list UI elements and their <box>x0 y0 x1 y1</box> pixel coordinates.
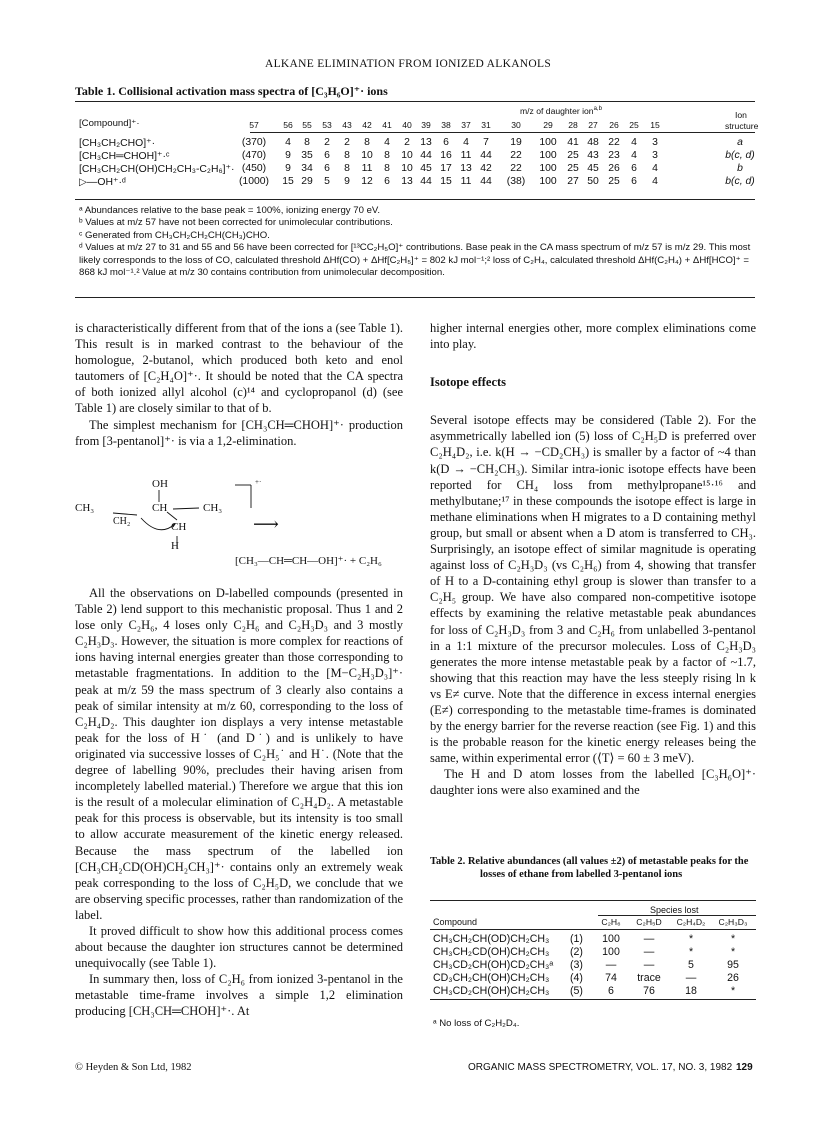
table1-cell: 2 <box>404 137 410 148</box>
table2-cell: 18 <box>685 985 697 997</box>
table1-cell: 25 <box>608 176 620 187</box>
table1-compound-header: [Compound]⁺· <box>79 118 140 129</box>
table2-compound-number: (5) <box>570 985 583 997</box>
table1-cell: 11 <box>460 176 472 187</box>
scheme-ch3-left: CH₃ <box>75 502 95 514</box>
left-paragraph-1: is characteristically different from that of the ions a (see Table 1). This result is in marked contrast to the behaviour of the homologue, 2-butanol, which produced both keto and enol tautomers of [C₂H₄O]⁺·. It should be noted that the CA spectra of both ionized allyl alcohol (c)¹⁴ and cyclopropanol (d) (see Table 1) are closely similar to that of b. <box>75 321 403 416</box>
isotope-effects-heading: Isotope effects <box>430 375 507 390</box>
table1-cell: 25 <box>567 163 579 174</box>
table1-bottom-rule <box>75 199 755 200</box>
table1-cell: 6 <box>324 150 330 161</box>
scheme-ch-b: CH <box>171 521 187 533</box>
table1-cell: 41 <box>567 137 579 148</box>
scheme-ch2: CH₂ <box>113 516 131 527</box>
table1-cell: 13 <box>460 163 472 174</box>
left-paragraph-4: It proved difficult to show how this additional process comes about because the daughter ion structures cannot be determined unequivocally (see Table 1). <box>75 923 403 971</box>
table1-mz-header-cell: 56 <box>283 120 293 130</box>
table1-mz-header-cell: 41 <box>382 120 392 130</box>
table1-cell: 44 <box>420 150 432 161</box>
footer-copyright: © Heyden & Son Ltd, 1982 <box>75 1062 192 1073</box>
table1-header-rule <box>250 132 755 133</box>
right-column <box>430 320 756 799</box>
table1-cell: 7 <box>483 137 489 148</box>
table1-cell: 13 <box>420 137 432 148</box>
table1-footnotes <box>79 205 755 279</box>
table2-compound-number: (4) <box>570 972 583 984</box>
table2-cell: 100 <box>602 933 620 945</box>
table1-footnote-rule <box>75 297 755 298</box>
table1-cell: 11 <box>361 163 373 174</box>
table1-cell: 4 <box>652 163 658 174</box>
table2-cell: * <box>730 985 736 997</box>
scheme-arrow: ⟶ <box>253 514 279 534</box>
table1-cell: 2 <box>344 137 350 148</box>
table2-compound: CH₃CD₂CH(OH)CD₂CH₃ᵃ <box>433 959 554 971</box>
table2-cell: * <box>730 933 736 945</box>
table1-cell: 4 <box>631 137 637 148</box>
table1-cell: 26 <box>608 163 620 174</box>
table1-cell: 44 <box>480 150 492 161</box>
table1-mz-header-cell: 37 <box>461 120 471 130</box>
table2-cell: 95 <box>727 959 739 971</box>
table1-cell: 8 <box>344 150 350 161</box>
table1-cell: 8 <box>344 163 350 174</box>
table1-compound: [CH₃CH═CHOH]⁺·ᶜ <box>79 151 170 162</box>
table1-cell: 4 <box>652 176 658 187</box>
scheme-ch3-right: CH₃ <box>203 502 223 514</box>
table1-cell: 6 <box>324 163 330 174</box>
table2-cell: * <box>730 946 736 958</box>
footer-page-number: 129 <box>736 1062 753 1073</box>
table2-cell: * <box>688 933 694 945</box>
table1-cell: 45 <box>420 163 432 174</box>
table1-cell: 5 <box>324 176 330 187</box>
table1-cell: 4 <box>285 137 291 148</box>
table1-cell: 16 <box>440 150 452 161</box>
table1-ion-structure: b(c, d) <box>725 150 755 161</box>
table1-cell: 10 <box>401 150 413 161</box>
table1-cell: 25 <box>567 150 579 161</box>
table1-cell: 6 <box>443 137 449 148</box>
running-head: ALKANE ELIMINATION FROM IONIZED ALKANOLS <box>264 58 552 70</box>
table2-caption: Table 2. Relative abundances (all values ±2) of metastable peaks for the losses of ethane from labelled 3-pentanol ions <box>430 856 749 880</box>
table1-cell: (1000) <box>238 176 270 187</box>
table1-cell: 22 <box>510 150 522 161</box>
table1-cell: (370) <box>241 137 267 148</box>
table1-cell: 9 <box>285 150 291 161</box>
table1-cell: 100 <box>539 137 557 148</box>
table2-cell: 76 <box>643 985 655 997</box>
scheme-ch: CH <box>152 502 168 514</box>
left-paragraph-2: The simplest mechanism for [CH₃CH═CHOH]⁺· production from [3-pentanol]⁺· is via a 1,2-elimination. <box>75 417 403 448</box>
table2-top-rule <box>430 900 756 901</box>
table1-mz-header-cell: 39 <box>421 120 431 130</box>
table2-compound: CD₃CH₂CH(OH)CH₂CH₃ <box>433 972 550 984</box>
table1-footnote-d: ᵈ Values at m/z 27 to 31 and 55 and 56 have been corrected for [¹³CC₂H₅O]⁺ contributions. Base peak in the CA mass spectrum of m/z 57 is m/z 29. This most likely corresponds to the loss of CO, calculated threshold ΔHf(CO) + ΔHf[C₂H₅]⁺ = 802 kJ mol⁻¹;² loss of C₂H₄, calculated threshold ΔHf(C₂H₄) + ΔHf[HCO]⁺ = 868 kJ mol⁻¹.² Value at m/z 30 contains contribution from unimolecular decomposition. <box>79 242 751 279</box>
table1-ion-structure: a <box>737 137 743 148</box>
table1-cell: 6 <box>384 176 390 187</box>
table1-mz-header-cell: 30 <box>511 120 521 130</box>
table1-mz-header-cell: 31 <box>481 120 491 130</box>
table1-cell: 27 <box>567 176 579 187</box>
table1-cell: 15 <box>282 176 294 187</box>
table2-compound-number: (2) <box>570 946 583 958</box>
table1-cell: 13 <box>401 176 413 187</box>
table1-ion-header-2: structure <box>725 121 759 131</box>
table1-cell: 45 <box>587 163 599 174</box>
table1-cell: 48 <box>587 137 599 148</box>
table1-cell: 4 <box>384 137 390 148</box>
table1-cell: 2 <box>324 137 330 148</box>
table1-cell: 9 <box>344 176 350 187</box>
table1-cell: 3 <box>652 137 658 148</box>
table1-cell: (38) <box>506 176 526 187</box>
table1-mz-header-cell: 43 <box>342 120 352 130</box>
table1-cell: 34 <box>301 163 313 174</box>
table1-cell: 100 <box>539 176 557 187</box>
table1-cell: 10 <box>401 163 413 174</box>
table1-cell: 44 <box>420 176 432 187</box>
table1-cell: 6 <box>631 176 637 187</box>
table2-species-header: Species lost <box>650 905 699 915</box>
right-paragraph-2: Several isotope effects may be considered (Table 2). For the asymmetrically labelled ion (5) loss of C₂H₅D is preferred over C₂H₄D₂, i.e. k(H → −CD₂CH₃) is smaller by a factor of ~4 than k(D → −CH₂CH₃). Similar intra-ionic isotope effects have been reported for CH₄ loss from methylpropane¹⁵·¹⁶ and methylbutane;¹⁷ in these compounds the isotope effect is large in methane eliminations when H migrates to a D containing methyl group, but small or absent when a D atom is transferred to CH₃. Surprisingly, an isotope effect of similar magnitude is operating against loss of C₂H₃D₃ (vs C₂H₆) from 4, showing that transfer of H to a D-containing ethyl group is slower than transfer to a C₂H₅ group. We have also compared non-competitive isotope effects by examining the relative metastable peak abundances for loss of C₂H₃D₃ from 3 and C₂H₆ from unlabelled 3-pentanol in a 1:1 mixture of the precursor molecules. Loss of C₂H₃D₃ generates the more intense metastable peak by a factor of ~1.7, showing that this reaction may have the less steeply rising ln k vs E≠ curve. Note that the difference in excess internal energies (E≠) corresponding to the metastable time-frames is dominated by the energy barrier for the reverse reaction (see Fig. 1) and this is the probable reason for the kinetic energy releases being the same, within experimental error (⟨T⟩ = 60 ± 3 meV). <box>430 413 756 766</box>
table2-cell: 6 <box>608 985 614 997</box>
table2-header-rule <box>430 929 756 930</box>
table1-cell: 11 <box>460 150 472 161</box>
table2-species-rule <box>598 915 756 916</box>
table2-compound: CH₃CH₂CH(OD)CH₂CH₃ <box>433 933 550 945</box>
table1-cell: 100 <box>539 163 557 174</box>
table1-cell: 22 <box>510 163 522 174</box>
left-column-top <box>75 320 403 449</box>
table1-cell: 35 <box>301 150 313 161</box>
table1-mz-header-cell: 42 <box>362 120 372 130</box>
table1-mz-header-cell: 27 <box>588 120 598 130</box>
table1-cell: 3 <box>652 150 658 161</box>
table1-cell: 17 <box>440 163 452 174</box>
table1-cell: 9 <box>285 163 291 174</box>
table2-column-header: C₂H₆ <box>601 917 621 927</box>
table1-cell: (470) <box>241 150 267 161</box>
table1-footnote-c: ᶜ Generated from CH₃CH₂CH₂CH(CH₃)CHO. <box>79 229 270 241</box>
table2-cell: 26 <box>727 972 739 984</box>
scheme-oh: OH <box>152 478 168 490</box>
table1-cell: 100 <box>539 150 557 161</box>
left-paragraph-3: All the observations on D-labelled compounds (presented in Table 2) lend support to this mechanistic proposal. Thus 1 and 2 lose only C₂H₆, 4 loses only C₂H₆ and C₂H₃D₃ and 3 mostly C₂H₃D₃. However, the situation is more complex for reactions of ions having internal energies greater than those corresponding to metastable fragmentations. In addition to the [M−C₂H₃D₃]⁺· peak at m/z 59 the mass spectrum of 3 clearly also contains a peak of similar intensity at m/z 60, corresponding to the loss of C₂H₄D₂. This daughter ion displays a very intense metastable peak for the loss of H˙ (and D˙) and is unlikely to have originated via successive losses of C₂H₅˙ and H˙. (Note that the degree of labelling 90%, precludes their having arisen from incompletely labelled material.) Therefore we argue that this ion is the result of a molecular elimination of C₂H₄D₂. A metastable peak for this process is observable, but its intensity is too small to allow accurate measurement of the kinetic energy released. Because the mass spectrum of the labelled ion [CH₃CH₂CD(OH)CH₂CH₃]⁺· contains only an extremely weak peak corresponding to the loss of C₂H₅D, we conclude that we are observing specific processes, rather than randomization of the label. <box>75 586 403 922</box>
table1-cell: 15 <box>440 176 452 187</box>
table1-cell: 4 <box>631 150 637 161</box>
table2-cell: 100 <box>602 946 620 958</box>
table1-cell: 50 <box>587 176 599 187</box>
table2-cell: 74 <box>605 972 617 984</box>
table1-mz-header: m/z of daughter ion$^{a,b}$ <box>520 106 602 116</box>
table2-compound-number: (3) <box>570 959 583 971</box>
table1-cell: 8 <box>384 163 390 174</box>
table1-mz-header-cell: 29 <box>543 120 553 130</box>
table1-footnote-a: ᵃ Abundances relative to the base peak = 100%, ionizing energy 70 eV. <box>79 205 381 216</box>
table2-cell: — <box>643 933 655 945</box>
table2-cell: — <box>643 959 655 971</box>
table1-cell: 19 <box>510 137 522 148</box>
table1-cell: 8 <box>384 150 390 161</box>
footer-journal: ORGANIC MASS SPECTROMETRY, VOL. 17, NO. 3, 1982 <box>468 1062 733 1073</box>
table2-column-header: C₂H₃D₃ <box>718 917 748 927</box>
table1-mz-header-cell: 57 <box>249 120 259 130</box>
table1-ion-header-1: Ion <box>735 110 747 120</box>
table1-mz-header-cell: 26 <box>609 120 619 130</box>
table1-mz-header-cell: 25 <box>629 120 639 130</box>
table1-cell: 6 <box>631 163 637 174</box>
table2-cell: — <box>685 972 697 984</box>
table1-compound: ▷—OH⁺·ᵈ <box>79 177 126 188</box>
table1-cell: 8 <box>304 137 310 148</box>
table1-mz-header-cell: 15 <box>650 120 660 130</box>
table2-footnote: ᵃ No loss of C₂H₂D₄. <box>433 1018 520 1029</box>
left-column-bottom <box>75 585 403 1020</box>
table1-cell: 8 <box>364 137 370 148</box>
reaction-scheme <box>75 478 405 578</box>
table1-cell: 10 <box>361 150 373 161</box>
table1-mz-header-cell: 53 <box>322 120 332 130</box>
table1-cell: 4 <box>463 137 469 148</box>
right-paragraph-3: The H and D atom losses from the labelled [C₃H₆O]⁺· daughter ions were also examined and the <box>430 767 756 798</box>
table1-ion-structure: b(c, d) <box>725 176 755 187</box>
table1-ion-structure: b <box>737 163 743 174</box>
table1-compound: [CH₃CH₂CH(OH)CH₂CH₃-C₂H₆]⁺· <box>79 164 235 175</box>
table1-cell: 42 <box>480 163 492 174</box>
table1-cell: 22 <box>608 137 620 148</box>
table1-mz-header-cell: 28 <box>568 120 578 130</box>
table1-cell: 12 <box>361 176 373 187</box>
table2-bottom-rule <box>430 999 756 1000</box>
scheme-h: H <box>171 540 179 552</box>
table2-compound-header: Compound <box>433 917 478 927</box>
table1-cell: (450) <box>241 163 267 174</box>
scheme-product: [CH₃—CH═CH—OH]⁺· + C₂H₆ <box>235 555 382 567</box>
table2-cell: 5 <box>688 959 694 971</box>
table1-footnote-b: ᵇ Values at m/z 57 have not been corrected for unimolecular contributions. <box>79 217 393 229</box>
table2-cell: trace <box>637 972 661 984</box>
table1-cell: 44 <box>480 176 492 187</box>
table2-compound-number: (1) <box>570 933 583 945</box>
left-paragraph-5: In summary then, loss of C₂H₆ from ionized 3-pentanol in the metastable time-frame involves a simple 1,2 elimination producing [CH₃CH═CHOH]⁺·. At <box>75 972 403 1019</box>
table1-caption: Table 1. Collisional activation mass spectra of [C₃H₆O]⁺· ions <box>75 84 388 98</box>
table2-compound: CH₃CD₂CH(OH)CH₂CH₃ <box>433 985 550 997</box>
table1-compound: [CH₃CH₂CHO]⁺· <box>79 138 156 149</box>
table1-mz-header-cell: 55 <box>302 120 312 130</box>
table2-compound: CH₃CH₂CD(OH)CH₂CH₃ <box>433 946 550 958</box>
table2-cell: * <box>688 946 694 958</box>
table1-cell: 43 <box>587 150 599 161</box>
table1-mz-header-cell: 38 <box>441 120 451 130</box>
table2-cell: — <box>643 946 655 958</box>
table1-cell: 29 <box>301 176 313 187</box>
scheme-charge: +· <box>255 478 262 486</box>
table2-column-header: C₂H₄D₂ <box>676 917 706 927</box>
table2-cell: — <box>605 959 617 971</box>
table2-column-header: C₂H₅D <box>636 917 662 927</box>
table1-cell: 23 <box>608 150 620 161</box>
table1-mz-header-cell: 40 <box>402 120 412 130</box>
right-paragraph-1: higher internal energies other, more complex eliminations come into play. <box>430 321 756 352</box>
